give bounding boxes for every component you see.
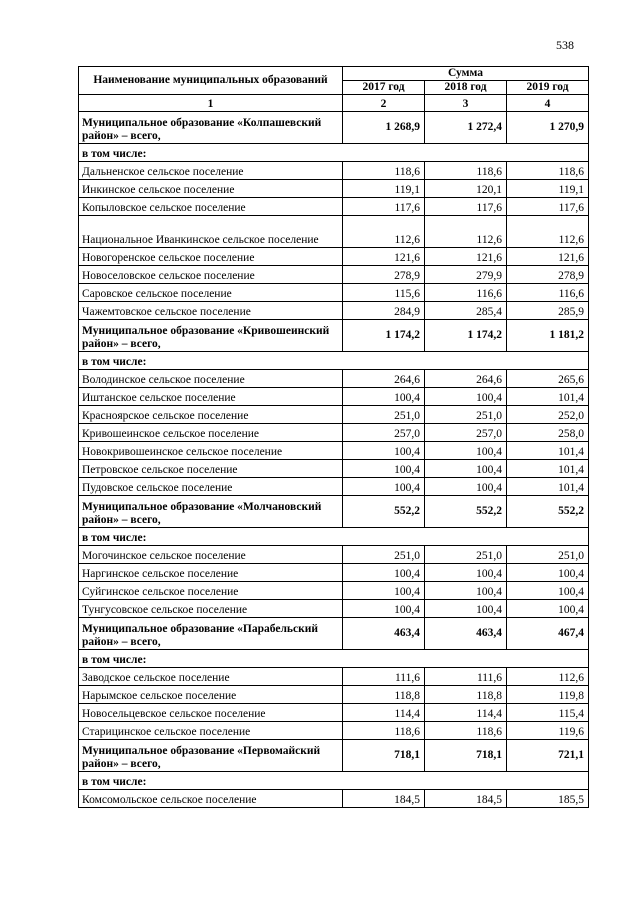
amount-2019: 101,4	[507, 388, 589, 406]
municipality-name: Муниципальное образование «Парабельский район» – всего,	[79, 618, 343, 650]
page-number: 538	[556, 38, 574, 52]
amount-2019: 119,1	[507, 180, 589, 198]
settlement-row	[79, 460, 589, 478]
settlement-row	[79, 198, 589, 216]
amount-2019: 101,4	[507, 460, 589, 478]
amount-2018: 112,6	[425, 216, 507, 248]
amount-2019: 112,6	[507, 216, 589, 248]
municipality-name: Новокривошеинское сельское поселение	[79, 442, 343, 460]
settlement-row	[79, 600, 589, 618]
municipality-name: Дальненское сельское поселение	[79, 162, 343, 180]
amount-2017: 117,6	[343, 198, 425, 216]
subheading-label: в том числе:	[79, 352, 589, 370]
municipality-name: Инкинское сельское поселение	[79, 180, 343, 198]
amount-2017: 119,1	[343, 180, 425, 198]
municipality-name: Комсомольское сельское поселение	[79, 790, 343, 808]
subheading-label: в том числе:	[79, 650, 589, 668]
amount-2017: 1 174,2	[343, 320, 425, 352]
amount-2018: 120,1	[425, 180, 507, 198]
settlement-row	[79, 564, 589, 582]
amount-2017: 100,4	[343, 442, 425, 460]
municipality-name: Тунгусовское сельское поселение	[79, 600, 343, 618]
subheading-row	[79, 144, 589, 162]
amount-2017: 552,2	[343, 496, 425, 528]
amount-2019: 117,6	[507, 198, 589, 216]
amount-2017: 264,6	[343, 370, 425, 388]
municipality-name: Саровское сельское поселение	[79, 284, 343, 302]
amount-2018: 100,4	[425, 478, 507, 496]
amount-2017: 1 268,9	[343, 112, 425, 144]
column-number-1: 1	[79, 95, 343, 112]
settlement-row	[79, 722, 589, 740]
amount-2018: 100,4	[425, 442, 507, 460]
amount-2017: 718,1	[343, 740, 425, 772]
settlement-row	[79, 302, 589, 320]
amount-2019: 552,2	[507, 496, 589, 528]
amount-2019: 118,6	[507, 162, 589, 180]
amount-2018: 121,6	[425, 248, 507, 266]
amount-2019: 265,6	[507, 370, 589, 388]
column-number-3: 3	[425, 95, 507, 112]
settlement-row	[79, 370, 589, 388]
subheading-row	[79, 650, 589, 668]
subheading-label: в том числе:	[79, 528, 589, 546]
amount-2019: 1 181,2	[507, 320, 589, 352]
amount-2018: 100,4	[425, 564, 507, 582]
header-year-2017: 2017 год	[343, 81, 425, 95]
amount-2019: 285,9	[507, 302, 589, 320]
amount-2017: 111,6	[343, 668, 425, 686]
amount-2018: 100,4	[425, 582, 507, 600]
amount-2017: 118,8	[343, 686, 425, 704]
municipality-name: Кривошеинское сельское поселение	[79, 424, 343, 442]
settlement-row	[79, 704, 589, 722]
amount-2017: 118,6	[343, 722, 425, 740]
amount-2017: 100,4	[343, 460, 425, 478]
amount-2018: 1 174,2	[425, 320, 507, 352]
municipality-name: Новогоренское сельское поселение	[79, 248, 343, 266]
amount-2019: 251,0	[507, 546, 589, 564]
settlement-row	[79, 442, 589, 460]
municipality-name: Петровское сельское поселение	[79, 460, 343, 478]
district-total-row	[79, 740, 589, 772]
header-year-2019: 2019 год	[507, 81, 589, 95]
municipality-name: Муниципальное образование «Молчановский район» – всего,	[79, 496, 343, 528]
municipality-name: Копыловское сельское поселение	[79, 198, 343, 216]
settlement-row	[79, 790, 589, 808]
amount-2017: 284,9	[343, 302, 425, 320]
municipality-name: Володинское сельское поселение	[79, 370, 343, 388]
amount-2018: 118,8	[425, 686, 507, 704]
amount-2017: 463,4	[343, 618, 425, 650]
amount-2018: 251,0	[425, 546, 507, 564]
amount-2017: 100,4	[343, 564, 425, 582]
municipality-name: Могочинское сельское поселение	[79, 546, 343, 564]
amount-2017: 121,6	[343, 248, 425, 266]
settlement-row	[79, 668, 589, 686]
subheading-row	[79, 528, 589, 546]
district-total-row	[79, 496, 589, 528]
amount-2019: 467,4	[507, 618, 589, 650]
amount-2019: 101,4	[507, 478, 589, 496]
header-name-column: Наименование муниципальных образований	[79, 67, 343, 95]
amount-2018: 100,4	[425, 460, 507, 478]
amount-2018: 100,4	[425, 600, 507, 618]
header-year-2018: 2018 год	[425, 81, 507, 95]
amount-2019: 116,6	[507, 284, 589, 302]
settlement-row	[79, 546, 589, 564]
subheading-row	[79, 772, 589, 790]
municipality-name: Красноярское сельское поселение	[79, 406, 343, 424]
amount-2017: 257,0	[343, 424, 425, 442]
settlement-row	[79, 388, 589, 406]
municipality-name: Иштанское сельское поселение	[79, 388, 343, 406]
settlement-row	[79, 582, 589, 600]
amount-2018: 111,6	[425, 668, 507, 686]
amount-2018: 251,0	[425, 406, 507, 424]
amount-2019: 112,6	[507, 668, 589, 686]
amount-2018: 718,1	[425, 740, 507, 772]
amount-2018: 100,4	[425, 388, 507, 406]
amount-2017: 118,6	[343, 162, 425, 180]
amount-2018: 184,5	[425, 790, 507, 808]
amount-2019: 119,6	[507, 722, 589, 740]
amount-2017: 251,0	[343, 546, 425, 564]
municipality-name: Суйгинское сельское поселение	[79, 582, 343, 600]
amount-2018: 1 272,4	[425, 112, 507, 144]
column-number-4: 4	[507, 95, 589, 112]
settlement-row	[79, 216, 589, 248]
amount-2017: 115,6	[343, 284, 425, 302]
municipality-name: Национальное Иванкинское сельское поселение	[79, 216, 343, 248]
amount-2018: 114,4	[425, 704, 507, 722]
district-total-row	[79, 618, 589, 650]
amount-2019: 121,6	[507, 248, 589, 266]
amount-2017: 100,4	[343, 388, 425, 406]
amount-2019: 185,5	[507, 790, 589, 808]
municipality-name: Новоселовское сельское поселение	[79, 266, 343, 284]
settlement-row	[79, 424, 589, 442]
amount-2018: 118,6	[425, 162, 507, 180]
municipality-name: Муниципальное образование «Кривошеинский район» – всего,	[79, 320, 343, 352]
column-number-2: 2	[343, 95, 425, 112]
amount-2018: 279,9	[425, 266, 507, 284]
amount-2019: 252,0	[507, 406, 589, 424]
header-sum-column: Сумма	[343, 67, 589, 81]
amount-2017: 278,9	[343, 266, 425, 284]
settlement-row	[79, 248, 589, 266]
settlement-row	[79, 478, 589, 496]
amount-2019: 721,1	[507, 740, 589, 772]
amount-2019: 100,4	[507, 600, 589, 618]
settlement-row	[79, 284, 589, 302]
district-total-row	[79, 320, 589, 352]
municipality-name: Новосельцевское сельское поселение	[79, 704, 343, 722]
settlement-row	[79, 686, 589, 704]
amount-2017: 100,4	[343, 600, 425, 618]
subheading-label: в том числе:	[79, 772, 589, 790]
amount-2017: 184,5	[343, 790, 425, 808]
amount-2017: 100,4	[343, 582, 425, 600]
amount-2017: 100,4	[343, 478, 425, 496]
settlement-row	[79, 266, 589, 284]
amount-2017: 251,0	[343, 406, 425, 424]
amount-2018: 116,6	[425, 284, 507, 302]
amount-2017: 112,6	[343, 216, 425, 248]
municipality-name: Нарымское сельское поселение	[79, 686, 343, 704]
district-total-row	[79, 112, 589, 144]
subsidy-table	[78, 66, 589, 808]
municipality-name: Чажемтовское сельское поселение	[79, 302, 343, 320]
subheading-row	[79, 352, 589, 370]
amount-2019: 258,0	[507, 424, 589, 442]
subheading-label: в том числе:	[79, 144, 589, 162]
settlement-row	[79, 180, 589, 198]
municipality-name: Наргинское сельское поселение	[79, 564, 343, 582]
amount-2019: 278,9	[507, 266, 589, 284]
amount-2019: 1 270,9	[507, 112, 589, 144]
amount-2019: 100,4	[507, 582, 589, 600]
amount-2018: 552,2	[425, 496, 507, 528]
amount-2017: 114,4	[343, 704, 425, 722]
municipality-name: Муниципальное образование «Колпашевский район» – всего,	[79, 112, 343, 144]
amount-2018: 118,6	[425, 722, 507, 740]
amount-2018: 257,0	[425, 424, 507, 442]
amount-2018: 117,6	[425, 198, 507, 216]
amount-2019: 119,8	[507, 686, 589, 704]
amount-2019: 100,4	[507, 564, 589, 582]
settlement-row	[79, 162, 589, 180]
amount-2019: 101,4	[507, 442, 589, 460]
amount-2018: 463,4	[425, 618, 507, 650]
municipality-name: Заводское сельское поселение	[79, 668, 343, 686]
amount-2018: 264,6	[425, 370, 507, 388]
amount-2019: 115,4	[507, 704, 589, 722]
municipality-name: Пудовское сельское поселение	[79, 478, 343, 496]
settlement-row	[79, 406, 589, 424]
municipality-name: Муниципальное образование «Первомайский район» – всего,	[79, 740, 343, 772]
amount-2018: 285,4	[425, 302, 507, 320]
municipality-name: Старицинское сельское поселение	[79, 722, 343, 740]
